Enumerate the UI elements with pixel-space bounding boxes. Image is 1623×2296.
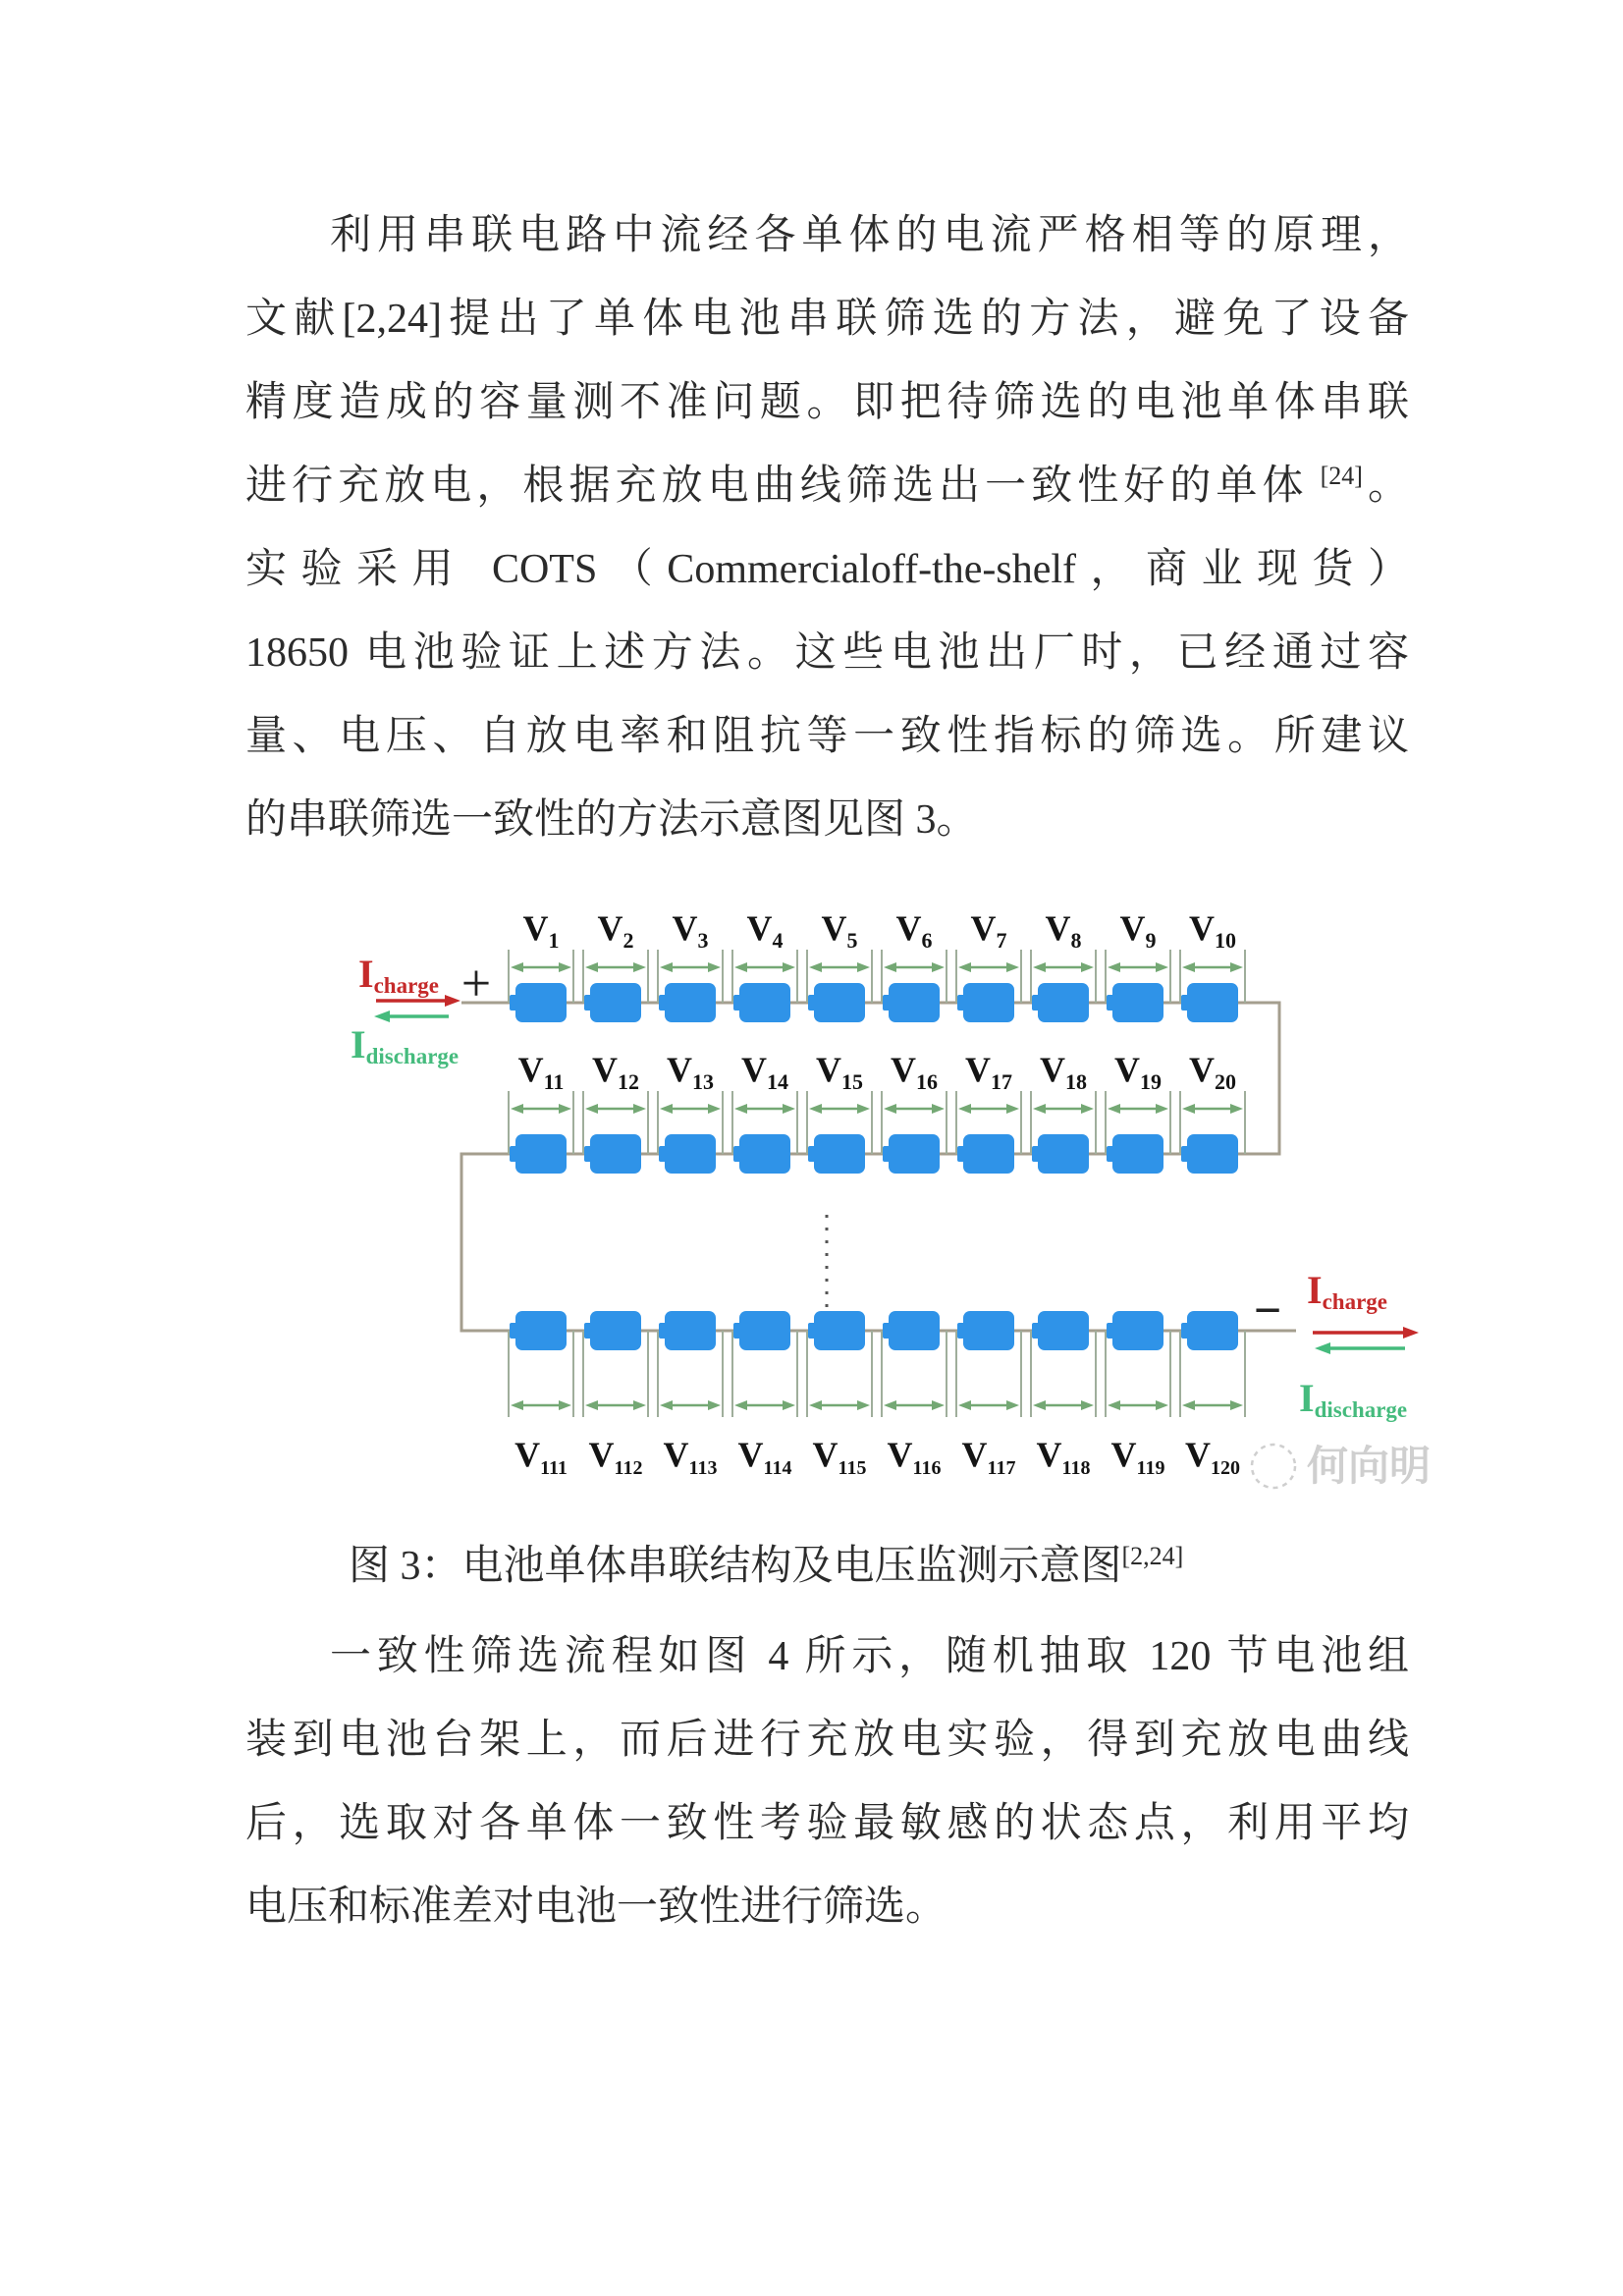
arrowhead-right-icon xyxy=(783,1104,795,1114)
arrowhead-left-icon xyxy=(958,1104,971,1114)
voltage-label: $V_{119}$ xyxy=(1110,1435,1165,1479)
voltage-label: $V_7$ xyxy=(970,908,1007,953)
voltage-label: $V_8$ xyxy=(1045,908,1082,953)
battery-cell xyxy=(515,1134,567,1174)
minus-terminal: − xyxy=(1253,1283,1282,1338)
arrowhead-left-icon xyxy=(884,1104,896,1114)
arrowhead-right-icon xyxy=(783,962,795,972)
battery-cell xyxy=(665,1311,716,1350)
voltage-label: $V_2$ xyxy=(597,908,634,953)
arrowhead-left-icon xyxy=(511,1104,523,1114)
arrowhead-right-icon xyxy=(1081,962,1094,972)
text-line: 量、电压、自放电率和阻抗等一致性指标的筛选。所建议 xyxy=(245,714,1409,759)
current-arrowhead-icon xyxy=(1403,1327,1419,1339)
arrowhead-right-icon xyxy=(857,1400,870,1410)
arrowhead-right-icon xyxy=(633,1104,646,1114)
voltage-label: $V_1$ xyxy=(522,908,560,953)
battery-cell xyxy=(963,983,1014,1022)
arrowhead-left-icon xyxy=(809,1104,822,1114)
caption-text: 图 3：电池单体串联结构及电压监测示意图 xyxy=(349,1544,1122,1589)
voltage-label: $V_{115}$ xyxy=(812,1435,867,1479)
voltage-label: $V_{114}$ xyxy=(737,1435,792,1479)
arrowhead-left-icon xyxy=(1033,1400,1046,1410)
arrowhead-right-icon xyxy=(932,962,945,972)
text-line: 18650 电池验证上述方法。这些电池出厂时，已经通过容 xyxy=(245,630,1409,676)
battery-cell xyxy=(1112,1134,1163,1174)
battery-cell xyxy=(590,983,641,1022)
arrowhead-left-icon xyxy=(660,1400,673,1410)
arrowhead-left-icon xyxy=(1033,962,1046,972)
arrowhead-left-icon xyxy=(734,1400,747,1410)
current-label: Icharge xyxy=(358,952,439,998)
voltage-label: $V_{11}$ xyxy=(517,1050,565,1094)
arrowhead-right-icon xyxy=(633,962,646,972)
battery-cell xyxy=(590,1134,641,1174)
watermark-logo-icon xyxy=(1252,1445,1295,1488)
arrowhead-right-icon xyxy=(1006,1400,1019,1410)
arrowhead-left-icon xyxy=(1182,962,1195,972)
voltage-label: $V_{13}$ xyxy=(667,1050,714,1094)
voltage-label: $V_3$ xyxy=(672,908,709,953)
arrowhead-left-icon xyxy=(511,1400,523,1410)
caption-citation-superscript: [2,24] xyxy=(1121,1542,1184,1570)
voltage-label: $V_9$ xyxy=(1119,908,1157,953)
arrowhead-right-icon xyxy=(1230,1104,1243,1114)
arrowhead-left-icon xyxy=(734,962,747,972)
battery-cell xyxy=(814,983,865,1022)
voltage-label: $V_{19}$ xyxy=(1114,1050,1162,1094)
arrowhead-left-icon xyxy=(660,962,673,972)
arrowhead-left-icon xyxy=(660,1104,673,1114)
arrowhead-left-icon xyxy=(884,962,896,972)
text-line: 精度造成的容量测不准问题。即把待筛选的电池单体串联 xyxy=(245,380,1409,425)
arrowhead-left-icon xyxy=(1108,1104,1120,1114)
arrowhead-left-icon xyxy=(585,1400,598,1410)
arrowhead-right-icon xyxy=(559,1400,571,1410)
left-terminal-group xyxy=(351,952,491,1068)
series-wire xyxy=(461,1003,1296,1331)
battery-cell xyxy=(1187,983,1238,1022)
voltage-label: $V_{15}$ xyxy=(816,1050,863,1094)
arrowhead-left-icon xyxy=(585,1104,598,1114)
arrowhead-left-icon xyxy=(1182,1400,1195,1410)
battery-cell xyxy=(963,1134,1014,1174)
battery-cell xyxy=(1038,983,1089,1022)
battery-cell xyxy=(515,1311,567,1350)
arrowhead-right-icon xyxy=(1156,1400,1168,1410)
battery-cell xyxy=(1187,1134,1238,1174)
arrowhead-right-icon xyxy=(708,962,721,972)
voltage-label: $V_{17}$ xyxy=(965,1050,1012,1094)
watermark xyxy=(1252,1444,1431,1490)
arrowhead-right-icon xyxy=(932,1400,945,1410)
voltage-label: $V_6$ xyxy=(895,908,933,953)
figure-caption xyxy=(349,1532,1183,1601)
right-terminal-group xyxy=(1254,1268,1419,1422)
current-label: Idischarge xyxy=(1299,1376,1408,1422)
voltage-label: $V_{111}$ xyxy=(514,1435,568,1479)
current-arrowhead-icon xyxy=(1315,1342,1330,1354)
battery-row-3 xyxy=(509,1311,1245,1479)
arrowhead-right-icon xyxy=(857,962,870,972)
battery-cell xyxy=(739,983,790,1022)
voltage-label: $V_{120}$ xyxy=(1185,1435,1240,1479)
voltage-label: $V_{112}$ xyxy=(588,1435,643,1479)
battery-cell xyxy=(665,983,716,1022)
arrowhead-right-icon xyxy=(932,1104,945,1114)
arrowhead-right-icon xyxy=(1156,962,1168,972)
voltage-label: $V_{113}$ xyxy=(663,1435,718,1479)
battery-row-1 xyxy=(509,908,1245,1022)
arrowhead-left-icon xyxy=(958,962,971,972)
watermark-text: 何向明 xyxy=(1307,1445,1432,1490)
arrowhead-left-icon xyxy=(585,962,598,972)
plus-terminal: + xyxy=(460,954,492,1012)
battery-cell xyxy=(1038,1134,1089,1174)
current-arrowhead-icon xyxy=(445,995,460,1007)
voltage-label: $V_{14}$ xyxy=(741,1050,788,1094)
battery-cell xyxy=(1187,1311,1238,1350)
arrowhead-right-icon xyxy=(708,1104,721,1114)
voltage-label: $V_{10}$ xyxy=(1189,908,1236,953)
arrowhead-left-icon xyxy=(1108,1400,1120,1410)
arrowhead-left-icon xyxy=(734,1104,747,1114)
arrowhead-right-icon xyxy=(708,1400,721,1410)
battery-cell xyxy=(889,1311,940,1350)
arrowhead-right-icon xyxy=(1230,1400,1243,1410)
battery-cell xyxy=(665,1134,716,1174)
current-label: Idischarge xyxy=(351,1022,460,1068)
voltage-label: $V_4$ xyxy=(746,908,784,953)
line-text: 。 xyxy=(1362,464,1409,509)
voltage-label: $V_{16}$ xyxy=(891,1050,938,1094)
arrowhead-left-icon xyxy=(1182,1104,1195,1114)
arrowhead-right-icon xyxy=(1081,1400,1094,1410)
arrowhead-right-icon xyxy=(1081,1104,1094,1114)
arrowhead-right-icon xyxy=(559,962,571,972)
arrowhead-right-icon xyxy=(1156,1104,1168,1114)
battery-cell xyxy=(1112,983,1163,1022)
battery-series-diagram xyxy=(241,889,1434,1493)
battery-cell xyxy=(963,1311,1014,1350)
arrowhead-left-icon xyxy=(809,1400,822,1410)
citation-superscript: [24] xyxy=(1320,462,1363,490)
voltage-label: $V_5$ xyxy=(821,908,858,953)
text-line: 的串联筛选一致性的方法示意图见图 3。 xyxy=(245,797,978,843)
battery-cell xyxy=(590,1311,641,1350)
battery-cell xyxy=(889,1134,940,1174)
arrowhead-left-icon xyxy=(884,1400,896,1410)
arrowhead-right-icon xyxy=(559,1104,571,1114)
paragraph-1 xyxy=(245,194,1409,862)
arrowhead-left-icon xyxy=(809,962,822,972)
arrowhead-right-icon xyxy=(1230,962,1243,972)
text-line: 实验采用 COTS（Commercialoff-the-shelf，商业现货） xyxy=(245,547,1409,592)
arrowhead-right-icon xyxy=(633,1400,646,1410)
voltage-label: $V_{18}$ xyxy=(1040,1050,1087,1094)
battery-cell xyxy=(739,1311,790,1350)
arrowhead-right-icon xyxy=(1006,962,1019,972)
arrowhead-left-icon xyxy=(958,1400,971,1410)
battery-cell xyxy=(515,983,567,1022)
arrowhead-left-icon xyxy=(1108,962,1120,972)
arrowhead-left-icon xyxy=(511,962,523,972)
voltage-label: $V_{116}$ xyxy=(887,1435,942,1479)
text-line: 电压和标准差对电池一致性进行筛选。 xyxy=(245,1885,947,1930)
current-label: Icharge xyxy=(1307,1268,1387,1314)
voltage-label: $V_{12}$ xyxy=(592,1050,639,1094)
battery-cell xyxy=(889,983,940,1022)
figure-3 xyxy=(241,889,1434,1493)
battery-cell xyxy=(814,1134,865,1174)
battery-cell xyxy=(814,1311,865,1350)
text-line-with-citation xyxy=(245,445,1409,528)
arrowhead-left-icon xyxy=(1033,1104,1046,1114)
battery-cell xyxy=(1038,1311,1089,1350)
arrowhead-right-icon xyxy=(783,1400,795,1410)
text-line: 文献[2,24]提出了单体电池串联筛选的方法，避免了设备 xyxy=(245,297,1409,342)
voltage-label: $V_{117}$ xyxy=(961,1435,1016,1479)
current-arrowhead-icon xyxy=(374,1011,390,1022)
arrowhead-right-icon xyxy=(1006,1104,1019,1114)
battery-cell xyxy=(1112,1311,1163,1350)
voltage-label: $V_{20}$ xyxy=(1189,1050,1236,1094)
line-text: 进行充放电，根据充放电曲线筛选出一致性好的单体 xyxy=(245,464,1309,509)
text-line: 后，选取对各单体一致性考验最敏感的状态点，利用平均 xyxy=(245,1801,1409,1846)
text-line: 利用串联电路中流经各单体的电流严格相等的原理， xyxy=(330,213,1409,258)
text-line: 一致性筛选流程如图 4 所示，随机抽取 120 节电池组 xyxy=(330,1634,1409,1679)
battery-cell xyxy=(739,1134,790,1174)
voltage-label: $V_{118}$ xyxy=(1036,1435,1091,1479)
arrowhead-right-icon xyxy=(857,1104,870,1114)
text-line: 装到电池台架上，而后进行充放电实验，得到充放电曲线 xyxy=(245,1718,1409,1763)
paragraph-2 xyxy=(245,1615,1409,1949)
